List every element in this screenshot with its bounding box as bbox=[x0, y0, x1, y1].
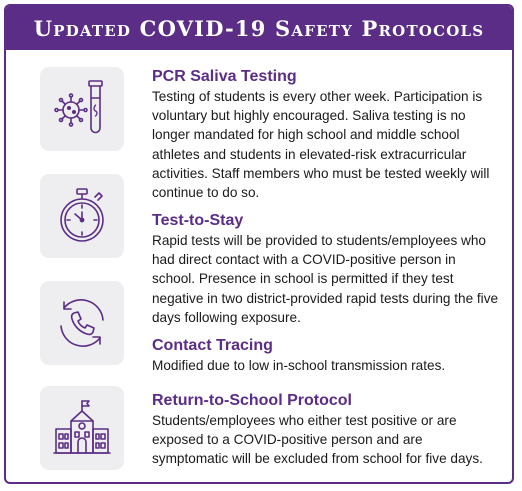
section-title: Contact Tracing bbox=[152, 337, 273, 354]
icon-tile-return-to-school bbox=[40, 386, 124, 470]
section-title: PCR Saliva Testing bbox=[152, 68, 297, 85]
stopwatch-icon bbox=[51, 185, 113, 247]
section-body: Rapid tests will be provided to students/employees who had direct contact with a COVID-positive person in school. Presence in school is permitted if they test negative in two district-provided rapid tests during the five days following exposure. bbox=[152, 233, 499, 325]
icon-tile-test-to-stay bbox=[40, 174, 124, 258]
icon-tile-pcr bbox=[40, 67, 124, 151]
icon-tile-contact-tracing bbox=[40, 281, 124, 365]
school-building-icon bbox=[51, 397, 113, 459]
page-title: Updated COVID-19 Safety Protocols bbox=[33, 15, 485, 41]
protocols-card bbox=[4, 4, 514, 484]
phone-refresh-icon bbox=[51, 292, 113, 354]
section-body: Students/employees who either test positive or are exposed to a COVID-positive person and are symptomatic will be excluded from school for five days. bbox=[152, 413, 483, 467]
section-body: Testing of students is every other week. Participation is voluntary but highly encouraged. Saliva testing is no longer mandated for high school and middle school athletes and students in elevated-risk extracurricular activities. Staff members who must be tested weekly will continue to do so. bbox=[152, 89, 490, 201]
section-contact-tracing bbox=[152, 336, 502, 375]
header-banner bbox=[6, 6, 512, 50]
section-pcr-saliva-testing bbox=[152, 67, 502, 202]
section-test-to-stay bbox=[152, 211, 502, 327]
section-body: Modified due to low in-school transmission rates. bbox=[152, 358, 446, 373]
section-return-to-school bbox=[152, 391, 502, 469]
section-title: Return-to-School Protocol bbox=[152, 392, 352, 409]
section-title: Test-to-Stay bbox=[152, 212, 244, 229]
test-tube-virus-icon bbox=[51, 78, 113, 140]
